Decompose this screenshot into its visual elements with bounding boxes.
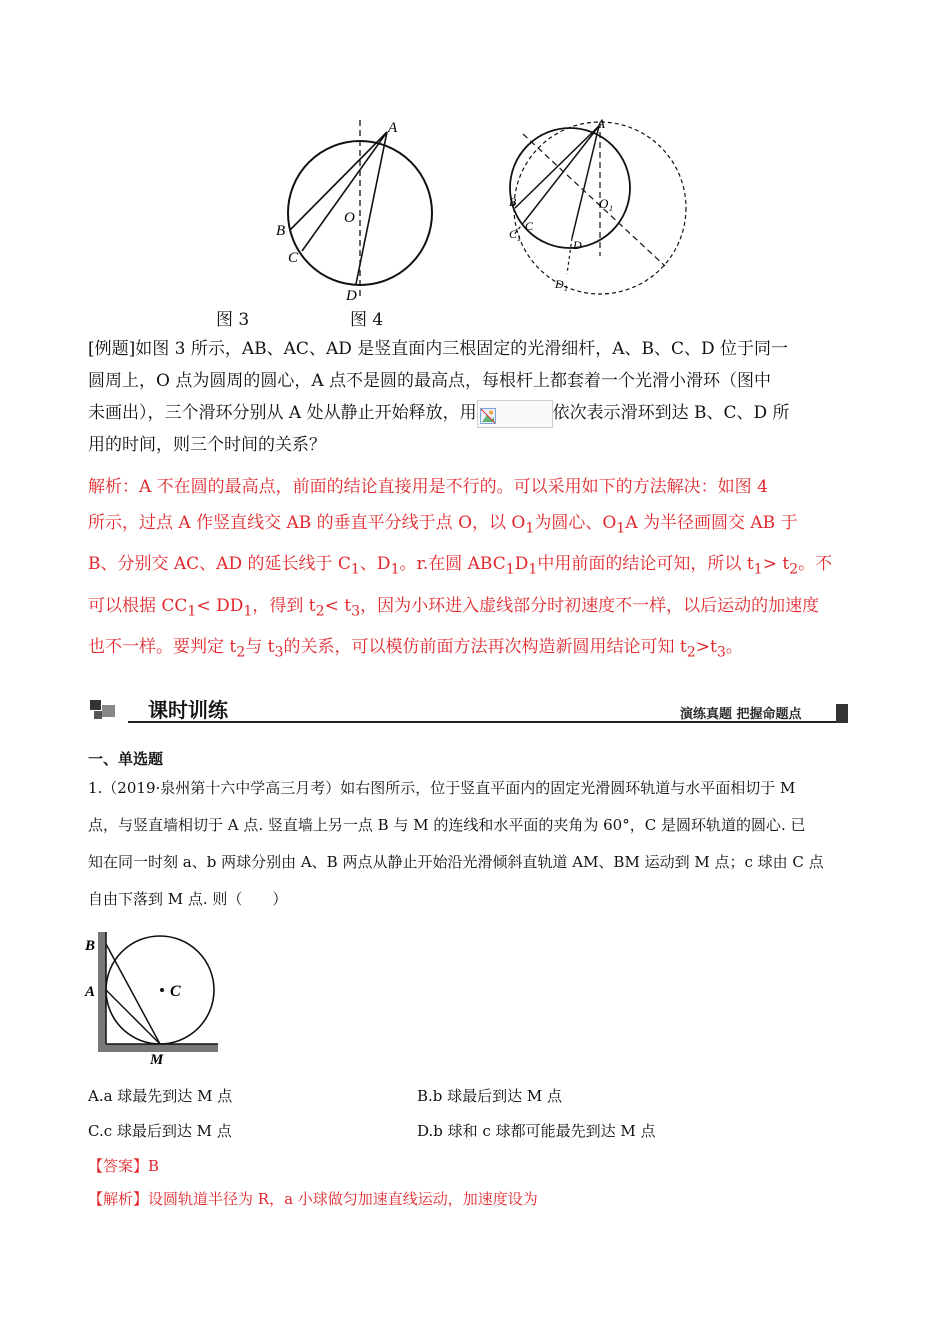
example-line: [例题]如图 3 所示，AB、AC、AD 是竖直面内三根固定的光滑细杆，A、B、C、D 位于同一 [88,339,789,359]
fig4-label-o1-sub: 1 [609,204,613,213]
fig4-label-c1: C [509,227,518,241]
section-header [88,694,850,726]
fig4-label-d1-sub: 1 [564,284,568,293]
analysis-text: 解析：A 不在圆的最高点，前面的结论直接用是不行的。可以采用如下的方法解决：如图 4 所示，过点 A 作竖直线交 AB 的垂直平分线于点 O，以 $O_1$为圆心、$O_1A$ 为半径画圆交 AB 于 B、分别交 AC、AD 的延长线于 $C_1$、$D_1$。r.在圆 $ABC_1D_1$中用前面的结论可知，所以 $t_1> t_2$。不 可以根据 $CC_1< DD_1$，得到 $t_2< t_3$，因为小环进入虚线部分时初速度不一样，以后运动的加速度 也不一样。要判定 $t_2$与 $t_3$的关系，可以模仿前面方法再次构造新圆用结论可知 $t_2>t_3$。 [88,477,833,661]
answer: 【答案】B [88,1157,160,1175]
question-figure [84,928,219,1068]
option-d[interactable]: D.b 球和 c 球都可能最先到达 M 点 [417,1122,656,1140]
figure-3 [270,118,445,303]
qfig-label-c: C [170,983,181,1000]
section-subtitle: 演练真题 把握命题点 [680,707,802,722]
fig4-label-d1: D [555,277,564,291]
fig4-label-c1-sub: 1 [517,234,521,243]
option-b[interactable]: B.b 球最后到达 M 点 [417,1087,563,1105]
section-title: 课时训练 [148,698,228,722]
qfig-label-b: B [85,938,96,954]
option-a[interactable]: A.a 球最先到达 M 点 [88,1087,233,1105]
fig4-label-o1: O [599,196,609,211]
fig3-label-c: C [288,250,299,266]
fig4-label-a: A [597,116,605,131]
fig3-label-b: B [276,223,286,239]
section-squares-icon [88,698,118,722]
figure-4 [505,116,705,301]
option-c[interactable]: C.c 球最后到达 M 点 [88,1122,232,1140]
figure-3-caption: 图 3 [216,310,250,330]
question-text: 1.（2019·泉州第十六中学高三月考）如右图所示，位于竖直平面内的固定光滑圆环轨道与水平面相切于 M 点，与竖直墙相切于 A 点. 竖直墙上另一点 B 与 M 的连线和水平面的夹角为 60°，C 是圆环轨道的圆心. 已 知在同一时刻 a、b 两球分别由 A、B 两点从静止开始沿光滑倾斜直轨道 AM、BM 运动到 M 点；c 球由 C 点 自由下落到 M 点. 则（ ） [88,779,824,908]
fig3-label-o: O [344,210,355,226]
example-text [88,333,863,461]
broken-image-icon [477,400,553,428]
figure-4-caption: 图 4 [350,310,384,330]
solution-text: 【解析】设圆轨道半径为 R，a 小球做匀加速直线运动，加速度设为 [88,1190,538,1208]
qfig-label-m: M [150,1052,164,1068]
example-line: 未画出），三个滑环分别从 A 处从静止开始释放，用 依次表示滑环到达 B、C、D 所 [88,397,863,429]
section-end-bar [836,704,848,723]
example-line: 用的时间，则三个时间的关系？ [88,435,326,455]
question-type: 一、单选题 [88,750,164,768]
fig3-label-d: D [346,288,357,303]
example-line: 圆周上，O 点为圆周的圆心，A 点不是圆的最高点，每根杆上都套着一个光滑小滑环（图中 [88,371,772,391]
fig3-label-a: A [388,120,398,136]
fig4-label-b: B [509,195,517,209]
fig4-label-d: D [573,238,582,252]
fig4-label-c: C [525,219,534,233]
qfig-label-a: A [85,984,96,1000]
